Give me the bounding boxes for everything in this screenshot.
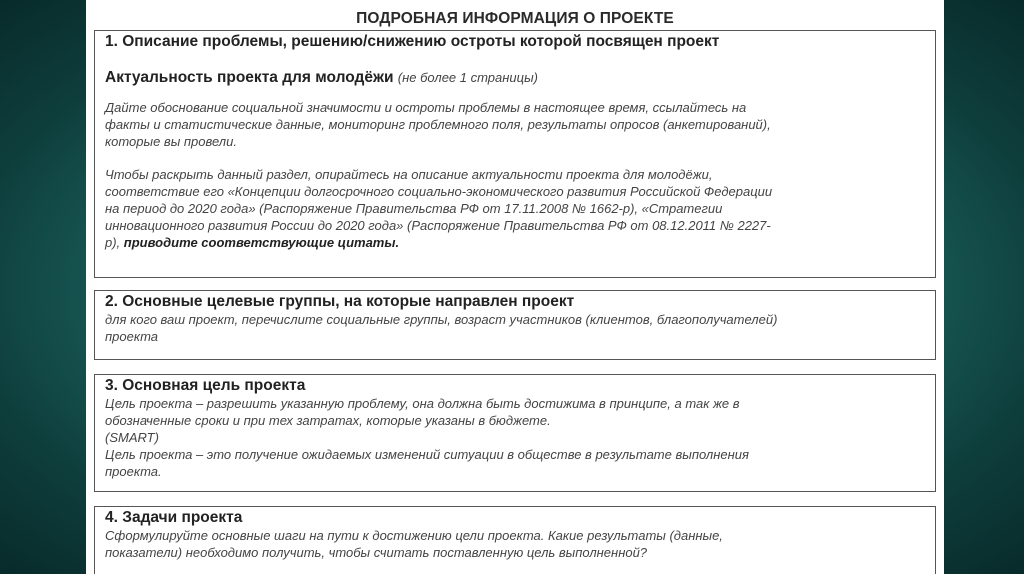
text-line: проекта. — [105, 464, 162, 479]
text-line: обозначенные сроки и при тех затратах, которые указаны в бюджете. — [105, 413, 551, 428]
emphasis-text: приводите соответствующие цитаты. — [123, 235, 400, 250]
section-target-groups — [94, 290, 936, 360]
target-groups-text — [105, 311, 925, 345]
text-line-last — [105, 234, 925, 251]
document-page — [86, 0, 944, 574]
justification-paragraph — [105, 99, 925, 150]
text-line: Сформулируйте основные шаги на пути к достижению цели проекта. Какие результаты (данные, — [105, 528, 723, 543]
text-line: Чтобы раскрыть данный раздел, опирайтесь на описание актуальности проекта для молодёжи, — [105, 167, 713, 182]
text-line: (SMART) — [105, 430, 159, 445]
text-line: соответствие его «Концепции долгосрочного социально-экономического развития Российской Федерации — [105, 184, 773, 199]
text-line: Дайте обоснование социальной значимости и остроты проблемы в настоящее время, ссылайтесь на — [105, 100, 747, 115]
section-project-tasks — [94, 506, 936, 574]
section-4-heading: 4. Задачи проекта — [105, 509, 243, 526]
section-3-heading: 3. Основная цель проекта — [105, 377, 306, 394]
section-2-heading: 2. Основные целевые группы, на которые направлен проект — [105, 293, 575, 310]
text-line: показатели) необходимо получить, чтобы считать поставленную цель выполненной? — [105, 545, 648, 560]
page-title: ПОДРОБНАЯ ИНФОРМАЦИЯ О ПРОЕКТЕ — [356, 10, 674, 27]
guidance-paragraph — [105, 166, 925, 251]
section-problem-description — [94, 30, 936, 278]
relevance-title: Актуальность проекта для молодёжи — [105, 69, 394, 86]
text-line: Цель проекта – разрешить указанную проблему, она должна быть достижима в принципе, а так же в — [105, 396, 740, 411]
text-line: которые вы провели. — [105, 134, 237, 149]
text-line: на период до 2020 года» (Распоряжение Правительства РФ от 17.11.2008 № 1662-р), «Стратегии — [105, 201, 723, 216]
text-line: инновационного развития России до 2020 года» (Распоряжение Правительства РФ от 08.12.2011 № 2227- — [105, 218, 771, 233]
text-fragment: р), — [105, 235, 121, 250]
page-limit-note: (не более 1 страницы) — [397, 70, 538, 85]
text-line: проекта — [105, 329, 159, 344]
section-project-goal — [94, 374, 936, 492]
project-tasks-text — [105, 527, 925, 561]
text-line: факты и статистические данные, мониторинг проблемного поля, результаты опросов (анкетирований), — [105, 117, 771, 132]
section-1-subheading — [105, 68, 925, 88]
text-line: Цель проекта – это получение ожидаемых изменений ситуации в обществе в результате выполнения — [105, 447, 749, 462]
text-line: для кого ваш проект, перечислите социальные группы, возраст участников (клиентов, благополучателей) — [105, 312, 778, 327]
section-1-heading: 1. Описание проблемы, решению/снижению остроты которой посвящен проект — [105, 33, 720, 50]
project-goal-text — [105, 395, 925, 480]
